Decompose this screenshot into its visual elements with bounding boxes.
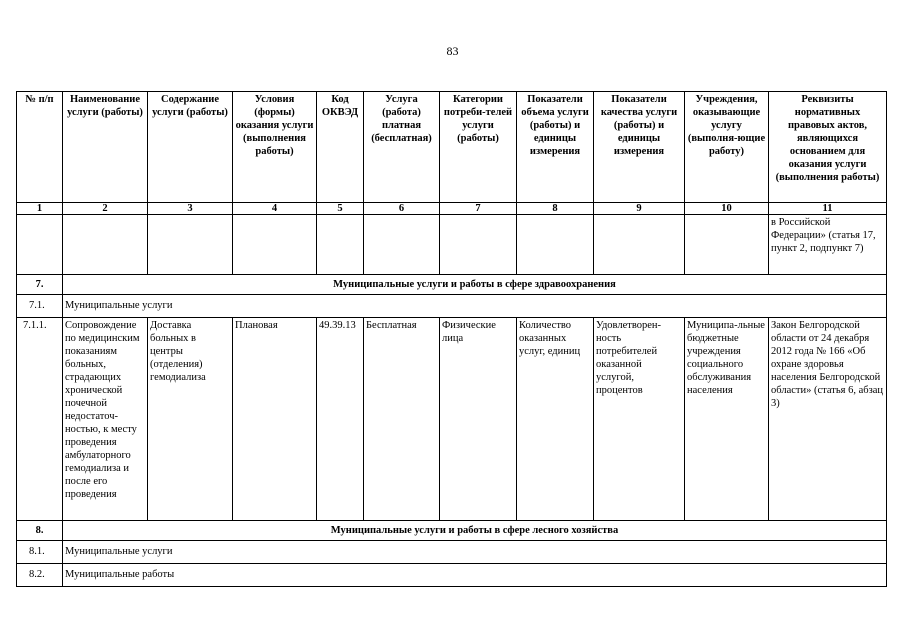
service-row-7-1-1 bbox=[17, 318, 887, 521]
section-number: 7. bbox=[17, 275, 63, 295]
subsection-row-8-2 bbox=[17, 564, 887, 587]
service-legal-basis: Закон Белгородской области от 24 декабря 2012 года № 166 «Об охране здоровья населения Белгородской области» (статья 6, абзац 3) bbox=[769, 318, 887, 521]
subsection-row-8-1 bbox=[17, 541, 887, 564]
column-number: 7 bbox=[440, 203, 517, 215]
column-number: 4 bbox=[233, 203, 317, 215]
header-cell: Показатели объема услуги (работы) и единицы измерения bbox=[517, 92, 594, 203]
subsection-title: Муниципальные работы bbox=[63, 564, 887, 587]
service-form: Плановая bbox=[233, 318, 317, 521]
service-number: 7.1.1. bbox=[17, 318, 63, 521]
continuation-legal-text: в Российской Федерации» (статья 17, пункт 2, подпункт 7) bbox=[769, 215, 887, 275]
header-row bbox=[17, 92, 887, 203]
service-quality: Удовлетворен-ность потребителей оказанной услугой, процентов bbox=[594, 318, 685, 521]
header-cell: № п/п bbox=[17, 92, 63, 203]
header-cell: Содержание услуги (работы) bbox=[148, 92, 233, 203]
service-okved: 49.39.13 bbox=[317, 318, 364, 521]
service-paid: Бесплатная bbox=[364, 318, 440, 521]
header-cell: Услуга (работа) платная (бесплатная) bbox=[364, 92, 440, 203]
header-cell: Наименование услуги (работы) bbox=[63, 92, 148, 203]
page-number: 83 bbox=[446, 44, 459, 58]
service-institutions: Муниципа-льные бюджетные учреждения социального обслуживания населения bbox=[685, 318, 769, 521]
column-number: 10 bbox=[685, 203, 769, 215]
service-consumers: Физические лица bbox=[440, 318, 517, 521]
column-number: 5 bbox=[317, 203, 364, 215]
column-number: 11 bbox=[769, 203, 887, 215]
column-number: 9 bbox=[594, 203, 685, 215]
header-cell: Учреждения, оказывающие услугу (выполня-ющие работу) bbox=[685, 92, 769, 203]
column-number: 1 bbox=[17, 203, 63, 215]
service-name: Сопровождение по медицинским показаниям больных, страдающих хронической почечной недостаточ-ностью, к месту проведения амбулаторного гемодиализа и после его проведения bbox=[63, 318, 148, 521]
column-number: 6 bbox=[364, 203, 440, 215]
subsection-number: 8.1. bbox=[17, 541, 63, 564]
column-number-row bbox=[17, 203, 887, 215]
subsection-number: 8.2. bbox=[17, 564, 63, 587]
header-cell: Категории потреби-телей услуги (работы) bbox=[440, 92, 517, 203]
subsection-title: Муниципальные услуги bbox=[63, 541, 887, 564]
header-cell: Условия (формы) оказания услуги (выполнения работы) bbox=[233, 92, 317, 203]
service-content: Доставка больных в центры (отделения) гемодиализа bbox=[148, 318, 233, 521]
section-row-8 bbox=[17, 521, 887, 541]
subsection-title: Муниципальные услуги bbox=[63, 295, 887, 318]
section-title: Муниципальные услуги и работы в сфере лесного хозяйства bbox=[63, 521, 887, 541]
header-cell: Код ОКВЭД bbox=[317, 92, 364, 203]
subsection-row-7-1 bbox=[17, 295, 887, 318]
section-title: Муниципальные услуги и работы в сфере здравоохранения bbox=[63, 275, 887, 295]
section-row-7 bbox=[17, 275, 887, 295]
services-register-table bbox=[16, 91, 887, 587]
section-number: 8. bbox=[17, 521, 63, 541]
header-cell: Реквизиты нормативных правовых актов, являющихся основанием для оказания услуги (выполнения работы) bbox=[769, 92, 887, 203]
column-number: 8 bbox=[517, 203, 594, 215]
header-cell: Показатели качества услуги (работы) и единицы измерения bbox=[594, 92, 685, 203]
column-number: 3 bbox=[148, 203, 233, 215]
service-volume: Количество оказанных услуг, единиц bbox=[517, 318, 594, 521]
subsection-number: 7.1. bbox=[17, 295, 63, 318]
continuation-row bbox=[17, 215, 887, 275]
column-number: 2 bbox=[63, 203, 148, 215]
